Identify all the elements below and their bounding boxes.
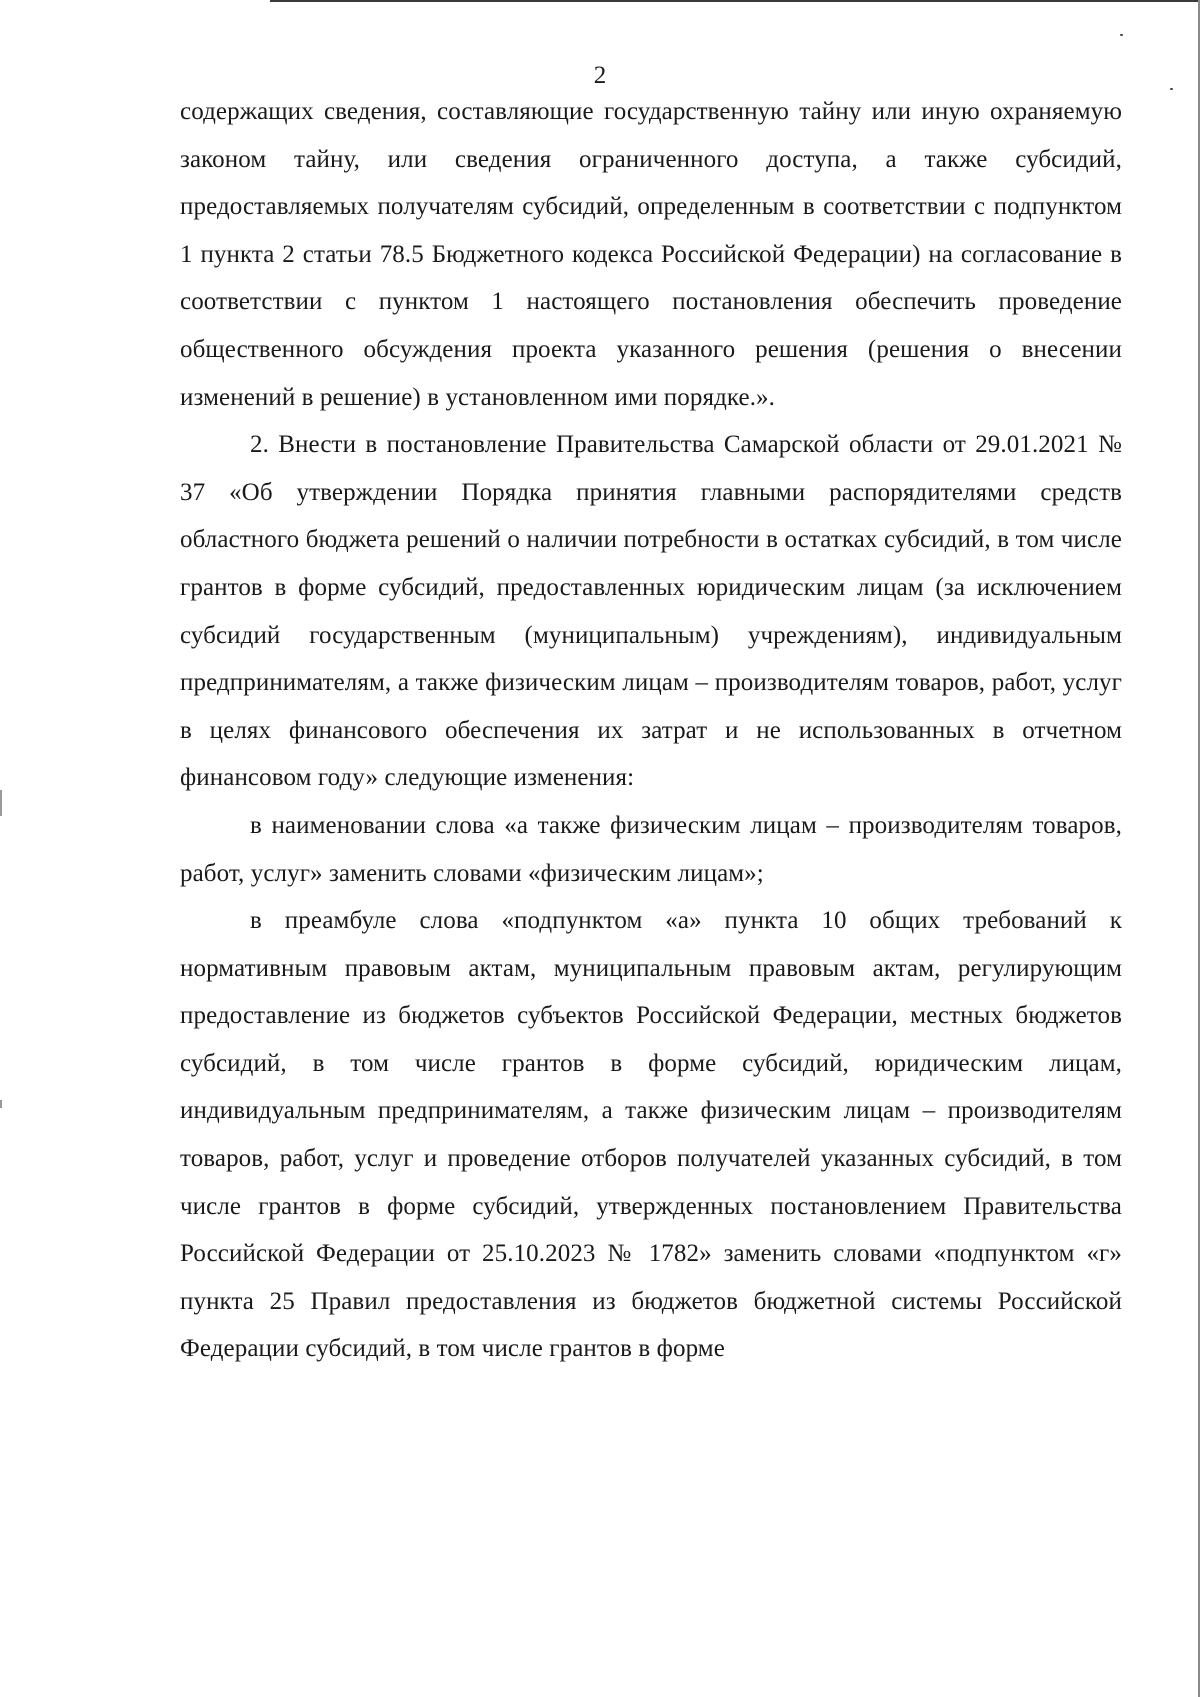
page-number: 2 — [593, 62, 607, 89]
document-body — [180, 88, 1122, 1373]
paragraph-continuation: содержащих сведения, составляющие государственную тайну или иную охраняемую законом тайну, или сведения ограниченного доступа, а также субсидий, предоставляемых получателям субсидий, определенным в соответствии с подпунктом 1 пункта 2 статьи 78.5 Бюджетного кодекса Российской Федерации) на согласование в соответствии с пунктом 1 настоящего постановления обеспечить проведение общественного обсуждения проекта указанного решения (решения о внесении изменений в решение) в установленном ими порядке.». — [180, 98, 1122, 411]
paragraph-item-2: 2. Внести в постановление Правительства Самарской области от 29.01.2021 № 37 «Об утверждении Порядка принятия главными распорядителями средств областного бюджета решений о наличии потребности в остатках субсидий, в том числе грантов в форме субсидий, предоставленных юридическим лицам (за исключением субсидий государственным (муниципальным) учреждениям), индивидуальным предпринимателям, а также физическим лицам – производителям товаров, работ, услуг в целях финансового обеспечения их затрат и не использованных в отчетном финансовом году» следующие изменения: — [180, 431, 1122, 792]
paragraph-preamble-change: в преамбуле слова «подпунктом «а» пункта 10 общих требований к нормативным правовым актам, муниципальным правовым актам, регулирующим предоставление из бюджетов субъектов Российской Федерации, местных бюджетов субсидий, в том числе грантов в форме субсидий, юридическим лицам, индивидуальным предпринимателям, а также физическим лицам – производителям товаров, работ, услуг и проведение отборов получателей указанных субсидий, в том числе грантов в форме субсидий, утвержденных постановлением Правительства Российской Федерации от 25.10.2023 № 1782» заменить словами «подпунктом «г» пункта 25 Правил предоставления из бюджетов бюджетной системы Российской Федерации субсидий, в том числе грантов в форме — [180, 907, 1122, 1363]
scan-mark-left-2 — [0, 1100, 2, 1108]
scan-speck — [1120, 34, 1123, 36]
scan-edge-top — [270, 0, 1200, 2]
scan-mark-left — [0, 790, 2, 816]
paragraph-title-change: в наименовании слова «а также физическим лицам – производителям товаров, работ, услуг» заменить словами «физическим лицам»; — [180, 811, 1122, 887]
